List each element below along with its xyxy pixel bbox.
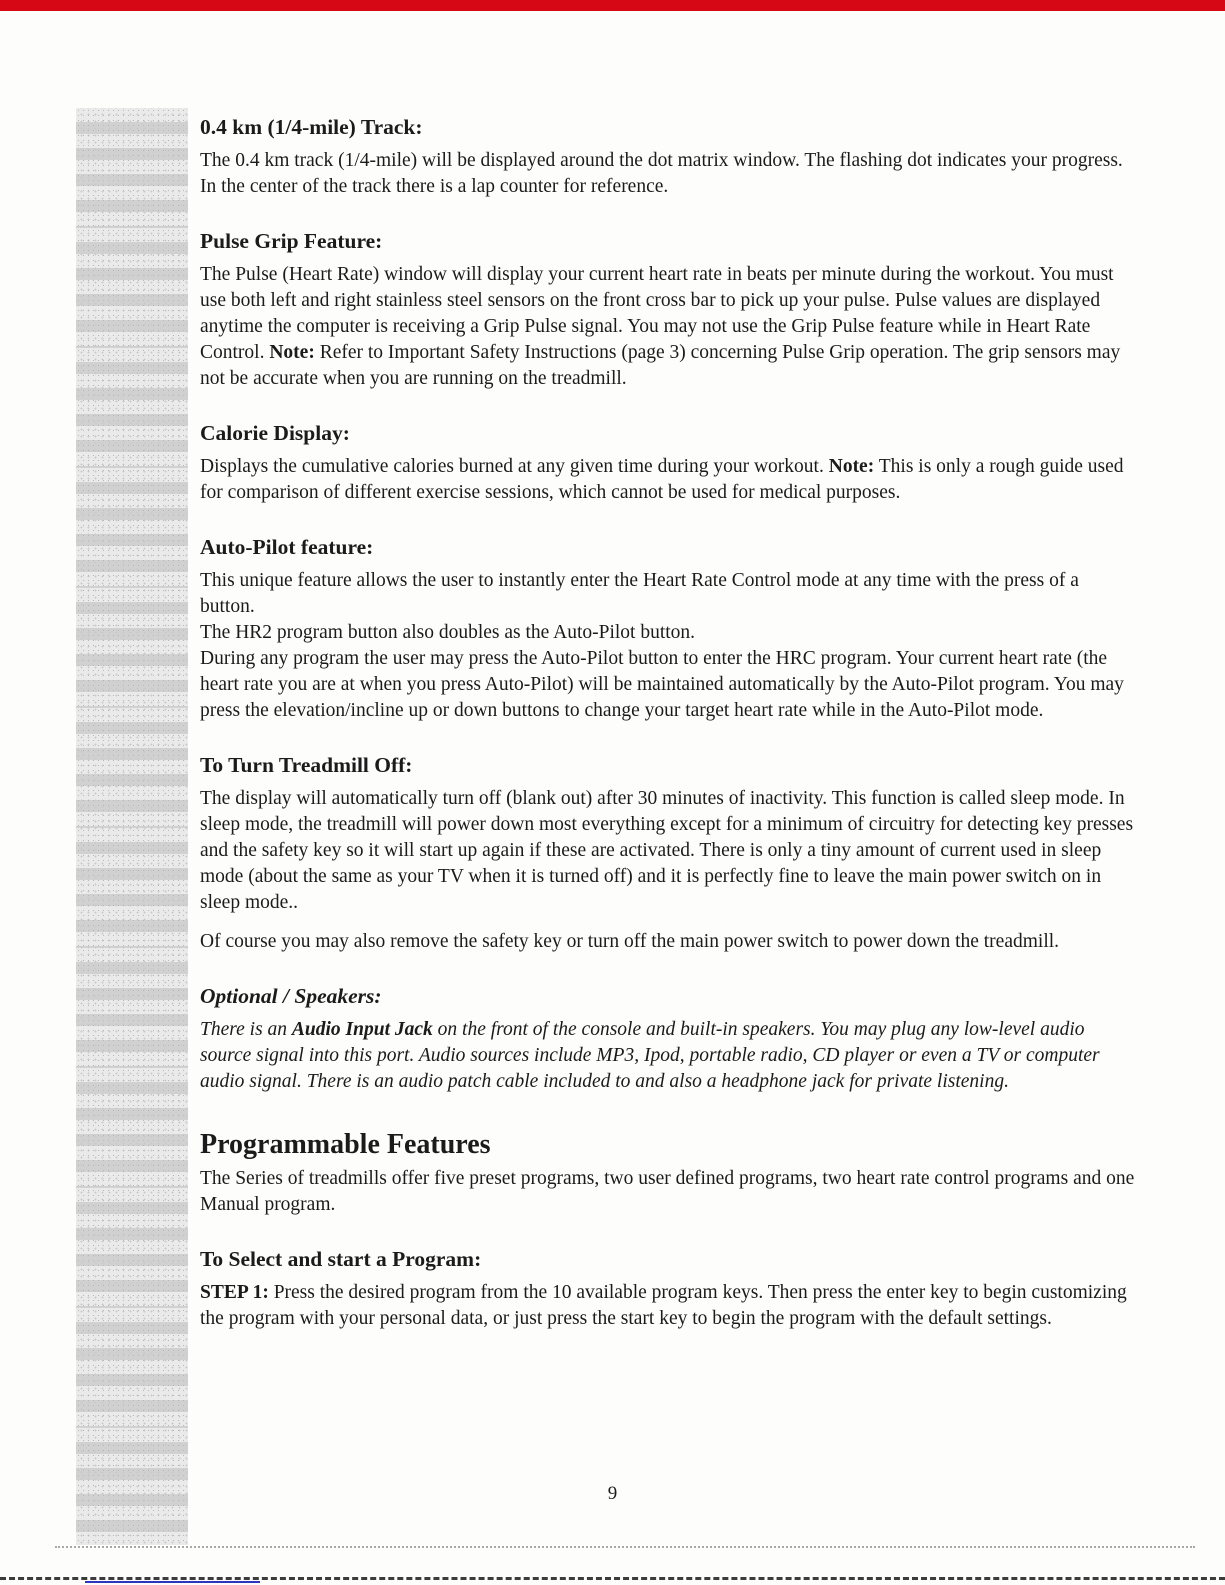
page-number: 9: [607, 1483, 618, 1504]
section-heading: Calorie Display:: [200, 421, 350, 445]
bottom-scan-edge: [0, 1577, 1225, 1580]
paragraph: The 0.4 km track (1/4-mile) will be displayed around the dot matrix window. The flashing dot indicates your progress. In the center of the track there is a lap counter for reference.: [200, 150, 1123, 197]
paragraph: This unique feature allows the user to instantly enter the Heart Rate Control mode at any time with the press of a button.: [200, 570, 1079, 617]
paragraph: During any program the user may press the Auto-Pilot button to enter the HRC program. Your current heart rate (the heart rate you are at when you press Auto-Pilot) will be maintained automatically by the Auto-Pilot program. You may press the elevation/incline up or down buttons to change your target heart rate while in the Auto-Pilot mode.: [200, 648, 1124, 721]
section-calorie-display: [200, 420, 1135, 506]
section-track: [200, 114, 1135, 200]
paragraph: The HR2 program button also doubles as the Auto-Pilot button.: [200, 622, 696, 643]
paragraph: The display will automatically turn off (blank out) after 30 minutes of inactivity. This function is called sleep mode. In sleep mode, the treadmill will power down most everything except for a minimum of circuitry for detecting key presses and the safety key so it will start up again if these are activated. There is only a tiny amount of current used in sleep mode (about the same as your TV when it is turned off) and it is perfectly fine to leave the main power switch on in sleep mode..: [200, 788, 1134, 913]
bottom-blue-line: [85, 1581, 260, 1583]
scan-texture-strip: [76, 108, 188, 1545]
paragraph: Displays the cumulative calories burned at any given time during your workout. Note: This is only a rough guide used for comparison of different exercise sessions, which cannot be used for medical purposes.: [200, 456, 1124, 503]
page-content: [200, 114, 1135, 1332]
section-turn-treadmill-off: [200, 752, 1135, 955]
section-heading: Optional / Speakers:: [200, 984, 382, 1008]
paragraph: Of course you may also remove the safety key or turn off the main power switch to power down the treadmill.: [200, 931, 1060, 952]
paragraph: The Pulse (Heart Rate) window will display your current heart rate in beats per minute during the workout. You must use both left and right stainless steel sensors on the front cross bar to pick up your pulse. Pulse values are displayed anytime the computer is receiving a Grip Pulse signal. You may not use the Grip Pulse feature while in Heart Rate Control. Note: Refer to Important Safety Instructions (page 3) concerning Pulse Grip operation. The grip sensors may not be accurate when you are running on the treadmill.: [200, 264, 1121, 389]
top-red-bar: [0, 0, 1225, 11]
section-heading: Auto-Pilot feature:: [200, 535, 374, 559]
section-heading: 0.4 km (1/4-mile) Track:: [200, 115, 423, 139]
section-heading: Programmable Features: [200, 1129, 491, 1160]
section-auto-pilot: [200, 534, 1135, 724]
paragraph: STEP 1: Press the desired program from the 10 available program keys. Then press the enter key to begin customizing the program with your personal data, or just press the start key to begin the program with the default settings.: [200, 1282, 1127, 1329]
section-pulse-grip: [200, 228, 1135, 392]
paragraph: There is an Audio Input Jack on the front of the console and built-in speakers. You may plug any low-level audio source signal into this port. Audio sources include MP3, Ipod, portable radio, CD player or even a TV or computer audio signal. There is an audio patch cable included to and also a headphone jack for private listening.: [200, 1019, 1100, 1092]
section-select-start-program: [200, 1246, 1135, 1332]
section-optional-speakers: [200, 983, 1135, 1095]
section-heading: To Select and start a Program:: [200, 1247, 482, 1271]
section-heading: Pulse Grip Feature:: [200, 229, 383, 253]
section-programmable-features: [200, 1129, 1135, 1218]
bottom-dotted-separator: [55, 1546, 1195, 1548]
paragraph: The Series of treadmills offer five preset programs, two user defined programs, two heart rate control programs and one Manual program.: [200, 1168, 1135, 1215]
section-heading: To Turn Treadmill Off:: [200, 753, 413, 777]
